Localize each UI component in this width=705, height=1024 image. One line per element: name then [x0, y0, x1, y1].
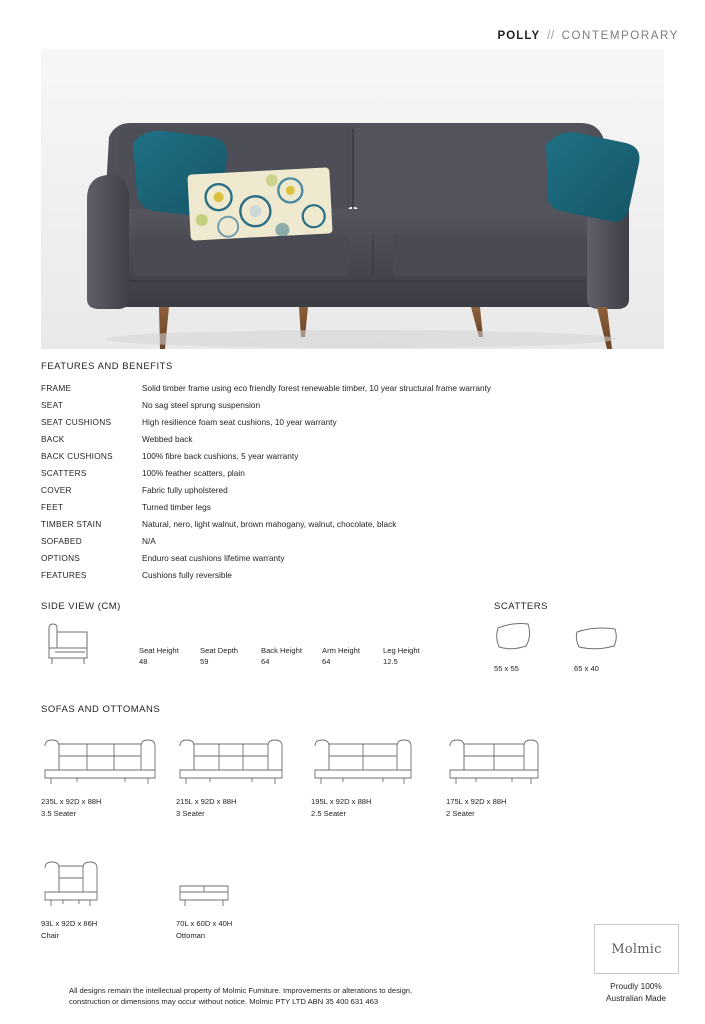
features-table: [41, 383, 661, 587]
legal-line-2: construction or dimensions may occur without notice. Molmic PTY LTD ABN 35 400 631 463: [69, 997, 379, 1006]
measure-value: 64: [322, 657, 331, 666]
sofa-variant: [446, 726, 577, 818]
sofa-dimensions: 93L x 92D x 86H: [41, 919, 98, 928]
table-row: [41, 383, 661, 400]
feature-value: Fabric fully upholstered: [142, 485, 228, 495]
feature-label: SEAT CUSHIONS: [41, 417, 112, 427]
features-section-title: FEATURES AND BENEFITS: [41, 361, 173, 372]
table-row: [41, 519, 661, 536]
measure-value: 59: [200, 657, 209, 666]
sofa-variant: [176, 726, 307, 818]
page-header: [497, 30, 679, 42]
feature-label: BACK CUSHIONS: [41, 451, 113, 461]
sofa-line-art: [41, 848, 172, 910]
chair-icon: [41, 852, 101, 910]
product-hero-image: [41, 49, 664, 349]
sofa-variant: [176, 848, 307, 940]
measure-item: [261, 646, 322, 666]
table-row: [41, 434, 661, 451]
feature-value: Turned timber legs: [142, 502, 211, 512]
measure-item: [383, 646, 444, 666]
measure-name: Leg Height: [383, 646, 420, 655]
sofa-name: 2 Seater: [446, 809, 475, 818]
measure-name: Seat Height: [139, 646, 179, 655]
sofa-line-art: [176, 726, 307, 788]
table-row: [41, 485, 661, 502]
scatter-item: [574, 618, 630, 673]
sofa-variant: [311, 726, 442, 818]
feature-label: BACK: [41, 434, 65, 444]
sofa-dimensions: 235L x 92D x 88H: [41, 797, 102, 806]
feature-label: COVER: [41, 485, 72, 495]
sofa-variant: [41, 848, 172, 940]
table-row: [41, 570, 661, 587]
feature-value: 100% fibre back cushions, 5 year warranty: [142, 451, 299, 461]
legal-line-1: All designs remain the intellectual property of Molmic Furniture. Improvements or alterations to design,: [69, 986, 413, 995]
sofa-line-art: [41, 726, 172, 788]
sofa-name: 3.5 Seater: [41, 809, 77, 818]
feature-value: No sag steel sprung suspension: [142, 400, 261, 410]
sofa-2-seater-icon: [446, 730, 542, 788]
feature-label: SOFABED: [41, 536, 82, 546]
sofa-dimensions: 175L x 92D x 88H: [446, 797, 507, 806]
table-row: [41, 553, 661, 570]
scatter-size-label: 55 x 55: [494, 664, 519, 673]
ottoman-line-art: [176, 870, 307, 910]
sofa-photo-illustration: [41, 49, 664, 349]
sofa-dimensions: 195L x 92D x 88H: [311, 797, 372, 806]
sofa-name: 2.5 Seater: [311, 809, 347, 818]
feature-value: High resilience foam seat cushions, 10 year warranty: [142, 417, 337, 427]
feature-label: OPTIONS: [41, 553, 81, 563]
sofa-dimensions: 215L x 92D x 88H: [176, 797, 237, 806]
feature-label: SEAT: [41, 400, 64, 410]
measure-value: 64: [261, 657, 270, 666]
feature-label: FRAME: [41, 383, 72, 393]
feature-value: Cushions fully reversible: [142, 570, 232, 580]
feature-value: Natural, nero, light walnut, brown mahogany, walnut, chocolate, black: [142, 519, 397, 529]
scatter-item: [494, 618, 550, 673]
product-category: CONTEMPORARY: [561, 30, 679, 42]
sofas-row-2: [41, 848, 661, 940]
ottoman-icon: [176, 876, 232, 910]
measure-name: Arm Height: [322, 646, 360, 655]
feature-label: FEET: [41, 502, 64, 512]
side-view-title: SIDE VIEW (CM): [41, 601, 121, 612]
table-row: [41, 451, 661, 468]
feature-value: N/A: [142, 536, 156, 546]
scatter-size-label: 65 x 40: [574, 664, 599, 673]
table-row: [41, 468, 661, 485]
measure-name: Seat Depth: [200, 646, 238, 655]
proudly-australian-made: [588, 980, 684, 1004]
sofas-section-title: SOFAS AND OTTOMANS: [41, 704, 161, 715]
measure-item: [200, 646, 261, 666]
feature-label: TIMBER STAIN: [41, 519, 102, 529]
side-view-block: [41, 622, 444, 668]
sofa-line-art: [446, 726, 577, 788]
sofa-variant: [41, 726, 172, 818]
feature-label: SCATTERS: [41, 468, 87, 478]
scatters-block: [494, 618, 630, 673]
measure-name: Back Height: [261, 646, 302, 655]
sofa-3-seater-icon: [176, 730, 286, 788]
proudly-line-2: Australian Made: [606, 993, 666, 1003]
side-view-measures: [139, 646, 444, 666]
sofa-3-5-seater-icon: [41, 730, 159, 788]
sofa-line-art: [311, 726, 442, 788]
header-separator: //: [547, 30, 555, 42]
molmic-logo-text: Molmic: [611, 941, 662, 957]
table-row: [41, 502, 661, 519]
feature-label: FEATURES: [41, 570, 87, 580]
scatters-section-title: SCATTERS: [494, 601, 548, 612]
sofa-name: 3 Seater: [176, 809, 205, 818]
sofas-row-1: [41, 726, 661, 818]
feature-value: Enduro seat cushions lifetime warranty: [142, 553, 285, 563]
table-row: [41, 536, 661, 553]
sofa-dimensions: 70L x 60D x 40H: [176, 919, 233, 928]
sofas-grid: [41, 726, 661, 940]
table-row: [41, 417, 661, 434]
measure-item: [139, 646, 200, 666]
scatter-square-icon: [494, 618, 534, 654]
scatter-rectangle-icon: [574, 618, 620, 654]
measure-value: 48: [139, 657, 148, 666]
feature-value: Solid timber frame using eco friendly forest renewable timber, 10 year structural frame warranty: [142, 383, 492, 393]
table-row: [41, 400, 661, 417]
legal-disclaimer: [69, 985, 539, 1007]
brand-name: POLLY: [497, 30, 541, 42]
measure-value: 12.5: [383, 657, 398, 666]
sofa-name: Chair: [41, 931, 60, 940]
molmic-logo-box: [594, 924, 679, 974]
measure-item: [322, 646, 383, 666]
sofa-side-view-icon: [41, 622, 105, 668]
sofa-2-5-seater-icon: [311, 730, 415, 788]
feature-value: Webbed back: [142, 434, 193, 444]
feature-value: 100% feather scatters, plain: [142, 468, 245, 478]
sofa-name: Ottoman: [176, 931, 206, 940]
proudly-line-1: Proudly 100%: [610, 981, 662, 991]
